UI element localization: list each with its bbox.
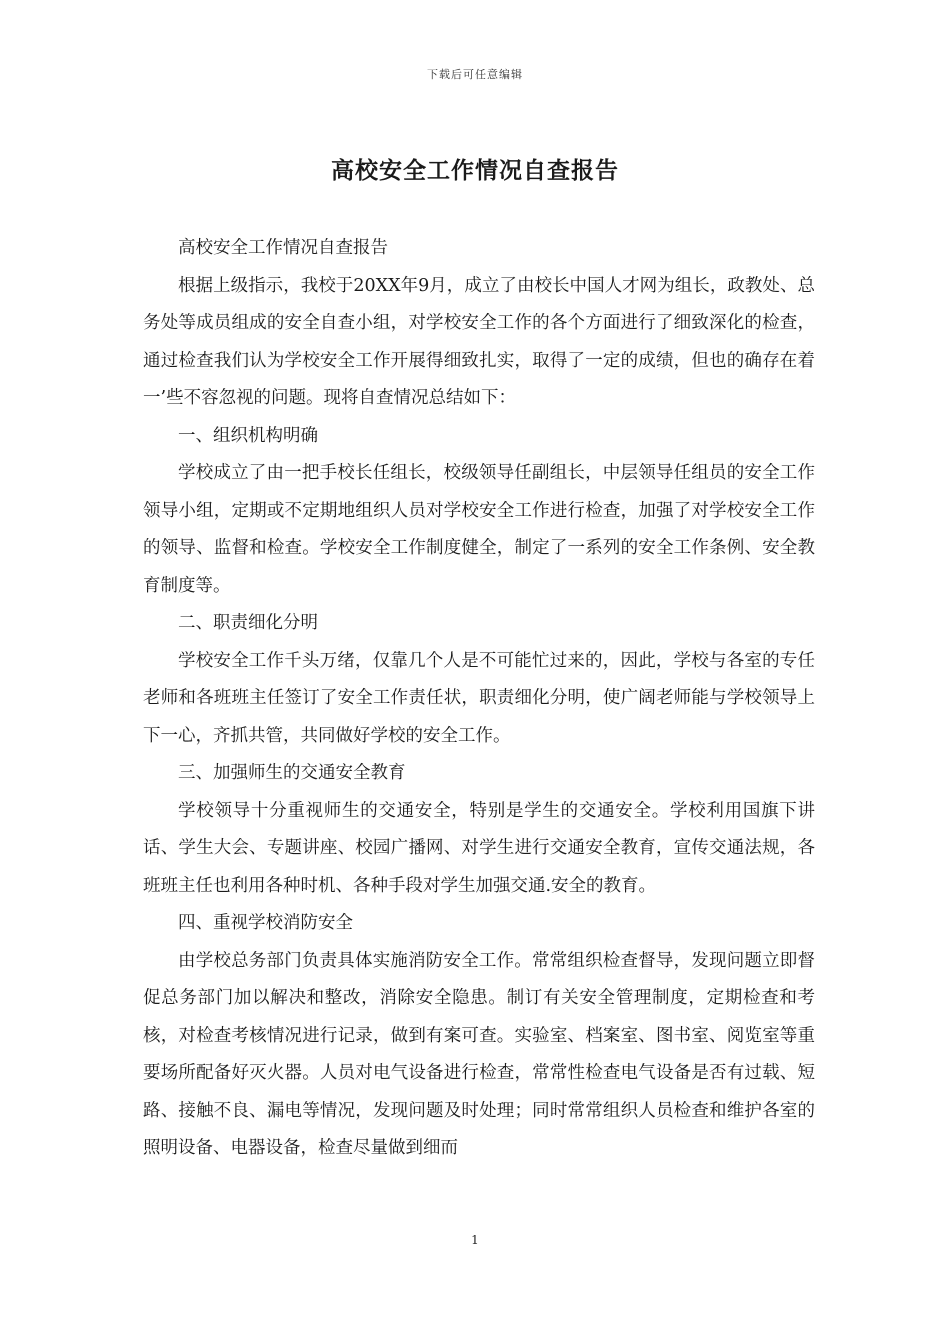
document-title: 高校安全工作情况自查报告 bbox=[331, 157, 619, 184]
paragraph-subtitle: 高校安全工作情况自查报告 bbox=[178, 238, 388, 258]
section-heading-3: 三、加强师生的交通安全教育 bbox=[178, 763, 406, 783]
paragraph-section-1: 学校成立了由一把手校长任组长，校级领导任副组长，中层领导任组员的安全工作领导小组，定期或不定期地组织人员对学校安全工作进行检查，加强了对学校安全工作的领导、监督和检查。学校安全工作制度健全，制定了一系列的安全工作条例、安全教育制度等。 bbox=[143, 463, 815, 596]
paragraph-section-2: 学校安全工作千头万绪，仅靠几个人是不可能忙过来的，因此，学校与各室的专任老师和各班班主任签订了安全工作责任状，职责细化分明，使广阔老师能与学校领导上下一心，齐抓共管，共同做好学校的安全工作。 bbox=[143, 650, 815, 746]
page-number: 1 bbox=[471, 1233, 479, 1247]
paragraph-section-4: 由学校总务部门负责具体实施消防安全工作。常常组织检查督导，发现问题立即督促总务部门加以解决和整改，消除安全隐患。制订有关安全管理制度，定期检查和考核，对检查考核情况进行记录，做到有案可查。实验室、档案室、图书室、阅览室等重要场所配备好灭火器。人员对电气设备进行检查，常常性检查电气设备是否有过载、短路、接触不良、漏电等情况，发现问题及时处理；同时常常组织人员检查和维护各室的照明设备、电器设备，检查尽量做到细而 bbox=[143, 950, 815, 1158]
header-note: 下载后可任意编辑 bbox=[427, 68, 523, 81]
section-heading-4: 四、重视学校消防安全 bbox=[178, 913, 353, 933]
document-body bbox=[143, 230, 815, 1168]
paragraph-intro: 根据上级指示，我校于20XX年9月，成立了由校长中国人才网为组长，政教处、总务处等成员组成的安全自查小组，对学校安全工作的各个方面进行了细致深化的检查，通过检查我们认为学校安全工作开展得细致扎实，取得了一定的成绩，但也的确存在着一’些不容忽视的问题。现将自查情况总结如下： bbox=[143, 275, 815, 408]
section-heading-2: 二、职责细化分明 bbox=[178, 613, 318, 633]
section-heading-1: 一、组织机构明确 bbox=[178, 425, 318, 446]
paragraph-section-3: 学校领导十分重视师生的交通安全，特别是学生的交通安全。学校利用国旗下讲话、学生大会、专题讲座、校园广播网、对学生进行交通安全教育，宣传交通法规，各班班主任也利用各种时机、各种手段对学生加强交通.安全的教育。 bbox=[143, 800, 815, 896]
